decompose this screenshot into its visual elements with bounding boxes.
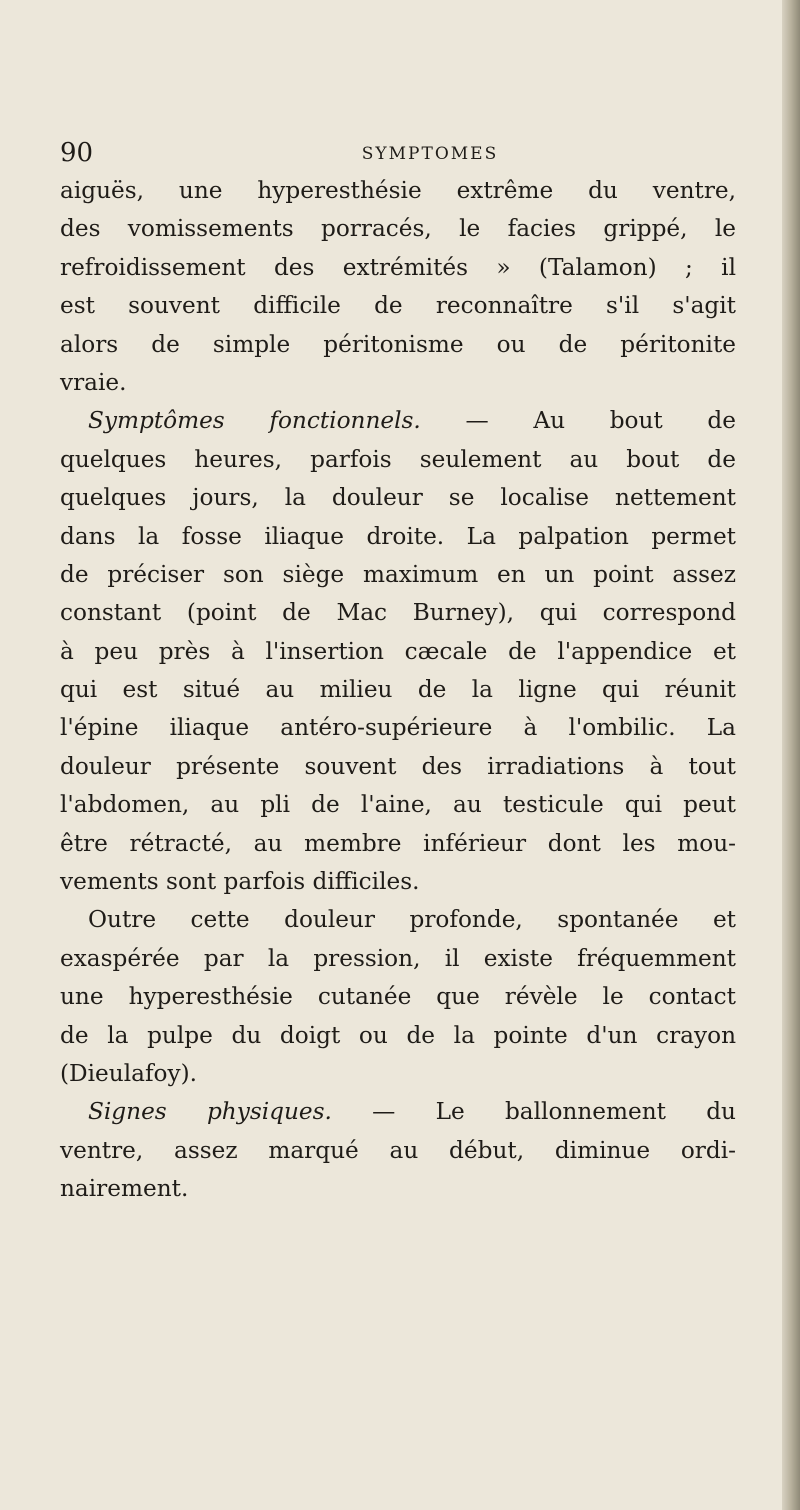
section-heading-line [60,402,736,440]
section-heading-line [60,1093,736,1131]
text-line: des vomissements porracés, le facies grippé, le [60,215,736,243]
section-heading-physiques: Signes physiques. [88,1098,332,1126]
text-line: qui est situé au milieu de la ligne qui réunit [60,676,736,704]
text-line: Outre cette douleur profonde, spontanée et [88,906,736,934]
book-gutter-shadow [782,0,800,1510]
text-line: nairement. [60,1175,189,1203]
text-run: — Au bout de [465,407,736,435]
text-line: être rétracté, au membre inférieur dont les mou- [60,829,736,857]
text-line: alors de simple péritonisme ou de péritonite [60,330,736,358]
text-run: — Le ballonnement du [372,1098,736,1126]
page-number: 90 [60,138,94,168]
text-line: vements sont parfois difficiles. [60,868,420,896]
text-line: ventre, assez marqué au début, diminue ordi- [60,1136,736,1164]
text-line: est souvent difficile de reconnaître s'il s'agit [60,292,736,320]
section-heading-fonctionnels: Symptômes fonctionnels. [88,407,421,435]
text-line: quelques heures, parfois seulement au bout de [60,445,736,473]
body-text [60,172,736,1209]
text-line: refroidissement des extrémités » (Talamon) ; il [60,253,736,281]
text-line: vraie. [60,368,127,396]
text-line: quelques jours, la douleur se localise nettement [60,484,736,512]
text-line: une hyperesthésie cutanée que révèle le contact [60,983,736,1011]
text-line: (Dieulafoy). [60,1059,198,1087]
text-line: aiguës, une hyperesthésie extrême du ventre, [60,177,736,204]
text-line: l'épine iliaque antéro-supérieure à l'ombilic. La [60,714,736,742]
text-line: de préciser son siège maximum en un point assez [60,560,736,588]
running-head: SYMPTOMES [361,144,499,164]
text-line: l'abdomen, au pli de l'aine, au testicule qui peut [60,791,736,819]
text-line: exaspérée par la pression, il existe fréquemment [60,944,736,972]
page-header [60,138,760,174]
text-line: dans la fosse iliaque droite. La palpation permet [60,522,736,550]
text-line: constant (point de Mac Burney), qui correspond [60,599,736,627]
text-line: de la pulpe du doigt ou de la pointe d'un crayon [60,1021,736,1049]
text-line: douleur présente souvent des irradiations à tout [60,752,736,780]
text-line: à peu près à l'insertion cæcale de l'appendice et [60,637,736,665]
